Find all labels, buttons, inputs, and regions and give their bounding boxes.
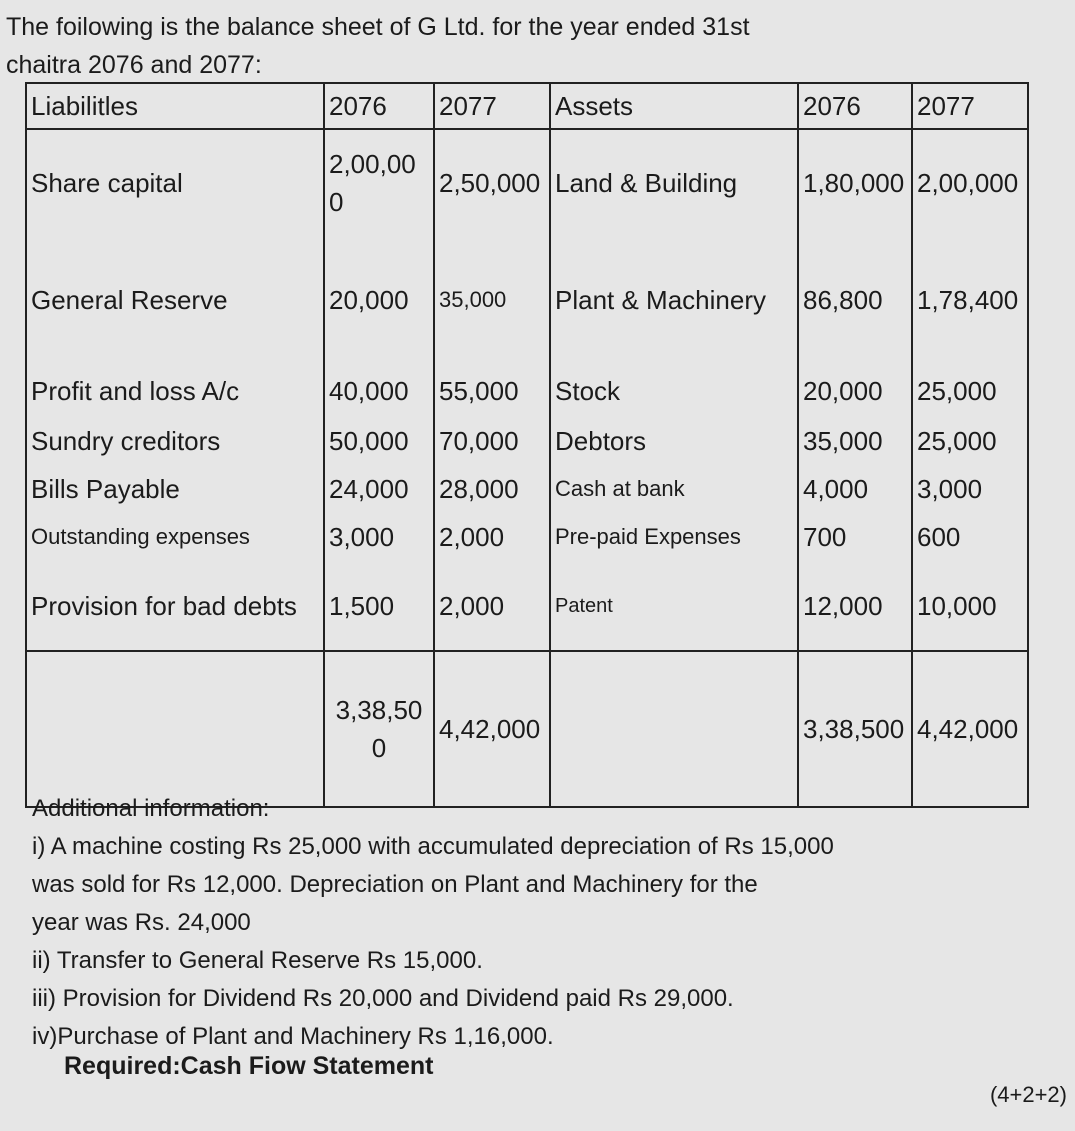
asset-2077: 3,000 <box>912 465 1028 513</box>
asset-2077: 25,000 <box>912 417 1028 465</box>
additional-information <box>32 790 834 1056</box>
table-row <box>26 235 1028 365</box>
total-assets-2077: 4,42,000 <box>912 651 1028 807</box>
asset-2077: 10,000 <box>912 561 1028 651</box>
liability-2076: 1,500 <box>324 561 434 651</box>
required-statement: Required:Cash Fiow Statement <box>64 1052 434 1080</box>
table-row <box>26 513 1028 561</box>
asset-2076: 12,000 <box>798 561 912 651</box>
liability-2077: 28,000 <box>434 465 550 513</box>
liability-name: Share capital <box>26 129 324 235</box>
asset-2076: 1,80,000 <box>798 129 912 235</box>
liability-2077: 2,000 <box>434 513 550 561</box>
total-assets-2076: 3,38,500 <box>798 651 912 807</box>
asset-name: Stock <box>550 365 798 417</box>
asset-name: Debtors <box>550 417 798 465</box>
totals-row <box>26 651 1028 807</box>
asset-name: Land & Building <box>550 129 798 235</box>
asset-2076: 35,000 <box>798 417 912 465</box>
table-row <box>26 465 1028 513</box>
marks-allocation: (4+2+2) <box>989 1082 1067 1107</box>
liability-name: Outstanding expenses <box>26 513 324 561</box>
header-assets: Assets <box>550 83 798 129</box>
totals-label-cell <box>26 651 324 807</box>
asset-2076: 4,000 <box>798 465 912 513</box>
info-line: i) A machine costing Rs 25,000 with accumulated depreciation of Rs 15,000 <box>32 833 834 860</box>
header-liab-2076: 2076 <box>324 83 434 129</box>
asset-name: Cash at bank <box>550 465 798 513</box>
asset-2076: 700 <box>798 513 912 561</box>
info-title: Additional information: <box>32 795 270 822</box>
liability-2076: 24,000 <box>324 465 434 513</box>
liability-name: Profit and loss A/c <box>26 365 324 417</box>
info-line: was sold for Rs 12,000. Depreciation on Plant and Machinery for the <box>32 871 758 898</box>
table-row <box>26 365 1028 417</box>
liability-2077: 35,000 <box>434 235 550 365</box>
liability-2076: 20,000 <box>324 235 434 365</box>
total-liabilities-2076: 3,38,500 <box>324 651 434 807</box>
liability-name: Sundry creditors <box>26 417 324 465</box>
liability-name: Bills Payable <box>26 465 324 513</box>
liability-2076: 3,000 <box>324 513 434 561</box>
info-line: ii) Transfer to General Reserve Rs 15,000. <box>32 947 483 974</box>
header-liabilities: Liabilitles <box>26 83 324 129</box>
question-intro <box>6 8 750 84</box>
balance-sheet-table <box>25 82 1029 808</box>
liability-name: General Reserve <box>26 235 324 365</box>
liability-2076: 2,00,000 <box>324 129 434 235</box>
liability-2077: 2,000 <box>434 561 550 651</box>
asset-2076: 20,000 <box>798 365 912 417</box>
asset-2077: 25,000 <box>912 365 1028 417</box>
table-header-row <box>26 83 1028 129</box>
table-row <box>26 129 1028 235</box>
asset-2076: 86,800 <box>798 235 912 365</box>
asset-name: Patent <box>550 561 798 651</box>
info-line: year was Rs. 24,000 <box>32 909 251 936</box>
info-line: iv)Purchase of Plant and Machinery Rs 1,16,000. <box>32 1023 554 1050</box>
asset-name: Pre-paid Expenses <box>550 513 798 561</box>
intro-line-2: chaitra 2076 and 2077: <box>6 51 262 79</box>
table-row <box>26 417 1028 465</box>
totals-assets-label-cell <box>550 651 798 807</box>
liability-2077: 2,50,000 <box>434 129 550 235</box>
asset-2077: 2,00,000 <box>912 129 1028 235</box>
intro-line-1: The foilowing is the balance sheet of G Ltd. for the year ended 31st <box>6 13 750 41</box>
header-liab-2077: 2077 <box>434 83 550 129</box>
liability-2076: 40,000 <box>324 365 434 417</box>
header-asset-2077: 2077 <box>912 83 1028 129</box>
total-liabilities-2077: 4,42,000 <box>434 651 550 807</box>
asset-name: Plant & Machinery <box>550 235 798 365</box>
liability-2076: 50,000 <box>324 417 434 465</box>
info-line: iii) Provision for Dividend Rs 20,000 and Dividend paid Rs 29,000. <box>32 985 734 1012</box>
liability-name: Provision for bad debts <box>26 561 324 651</box>
liability-2077: 70,000 <box>434 417 550 465</box>
liability-2077: 55,000 <box>434 365 550 417</box>
table-row <box>26 561 1028 651</box>
header-asset-2076: 2076 <box>798 83 912 129</box>
asset-2077: 1,78,400 <box>912 235 1028 365</box>
asset-2077: 600 <box>912 513 1028 561</box>
